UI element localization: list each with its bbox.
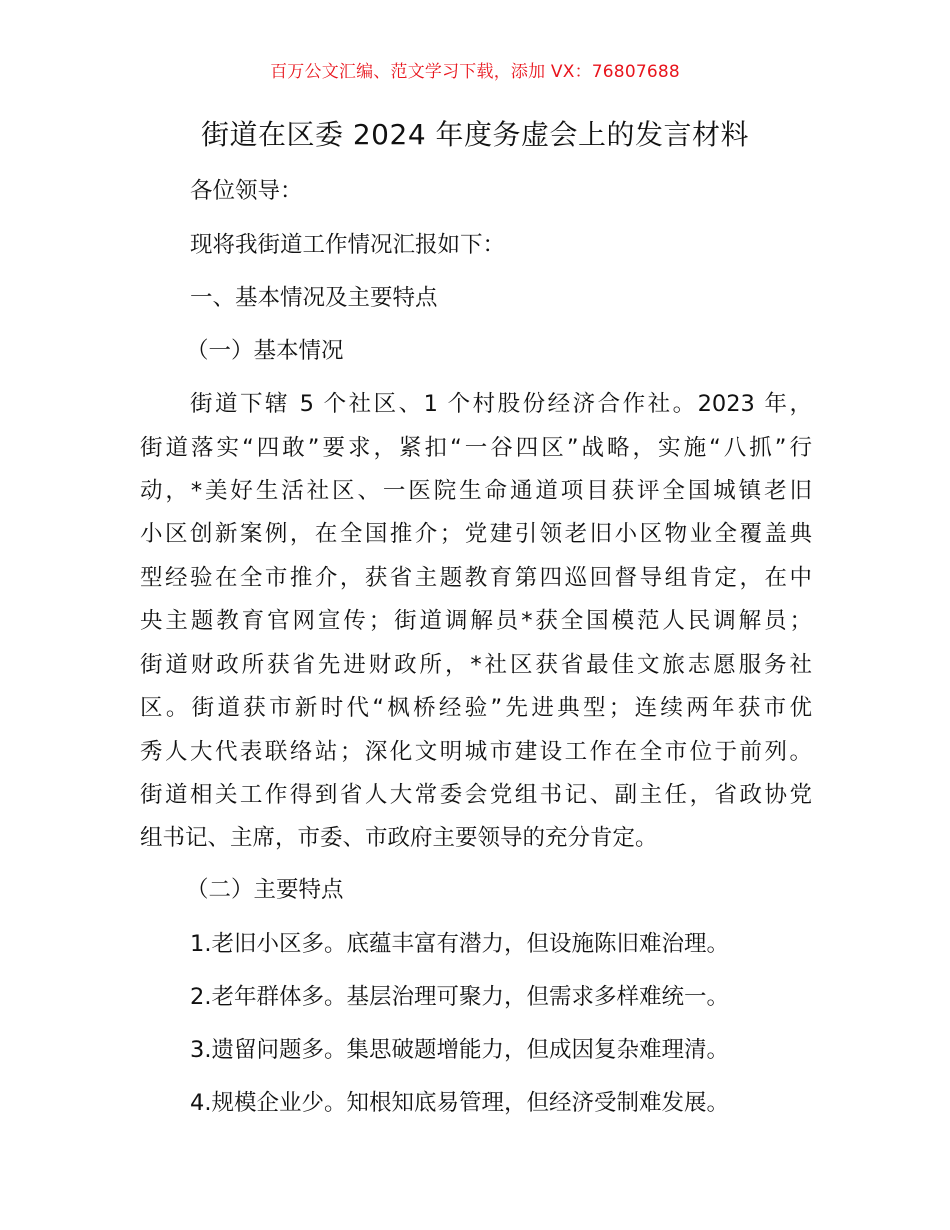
body-line: 组书记、主席，市委、市政府主要领导的充分肯定。 <box>140 825 658 851</box>
watermark-header: 百万公文汇编、范文学习下载，添加 VX：76807688 <box>270 62 680 82</box>
list-item: 2.老年群体多。基层治理可聚力，但需求多样难统一。 <box>190 984 729 1010</box>
list-item: 1.老旧小区多。底蕴丰富有潜力，但设施陈旧难治理。 <box>190 931 729 957</box>
body-line: 街道下辖 5 个社区、1 个村股份经济合作社。2023 年， <box>190 391 812 417</box>
subsection-heading: （二）主要特点 <box>186 877 344 903</box>
document-title: 街道在区委 2024 年度务虚会上的发言材料 <box>200 118 750 151</box>
intro-paragraph: 现将我街道工作情况汇报如下： <box>190 232 506 258</box>
body-line: 街道落实“四敢”要求，紧扣“一谷四区”战略，实施“八抓”行 <box>140 435 812 461</box>
body-line: 街道财政所获省先进财政所，*社区获省最佳文旅志愿服务社 <box>140 652 812 678</box>
list-item: 4.规模企业少。知根知底易管理，但经济受制难发展。 <box>190 1090 729 1116</box>
body-line: 街道相关工作得到省人大常委会党组书记、副主任，省政协党 <box>140 782 812 808</box>
body-line: 小区创新案例，在全国推介；党建引领老旧小区物业全覆盖典 <box>140 521 812 547</box>
list-item: 3.遗留问题多。集思破题增能力，但成因复杂难理清。 <box>190 1037 729 1063</box>
body-line: 型经验在全市推介，获省主题教育第四巡回督导组肯定，在中 <box>140 565 812 591</box>
body-line: 央主题教育官网宣传；街道调解员*获全国模范人民调解员； <box>140 608 812 634</box>
body-line: 区。街道获市新时代“枫桥经验”先进典型；连续两年获市优 <box>140 695 812 721</box>
body-line: 秀人大代表联络站；深化文明城市建设工作在全市位于前列。 <box>140 739 812 765</box>
section-heading: 一、基本情况及主要特点 <box>190 285 438 311</box>
subsection-heading: （一）基本情况 <box>186 338 344 364</box>
greeting: 各位领导： <box>190 178 303 204</box>
body-line: 动，*美好生活社区、一医院生命通道项目获评全国城镇老旧 <box>140 478 812 504</box>
